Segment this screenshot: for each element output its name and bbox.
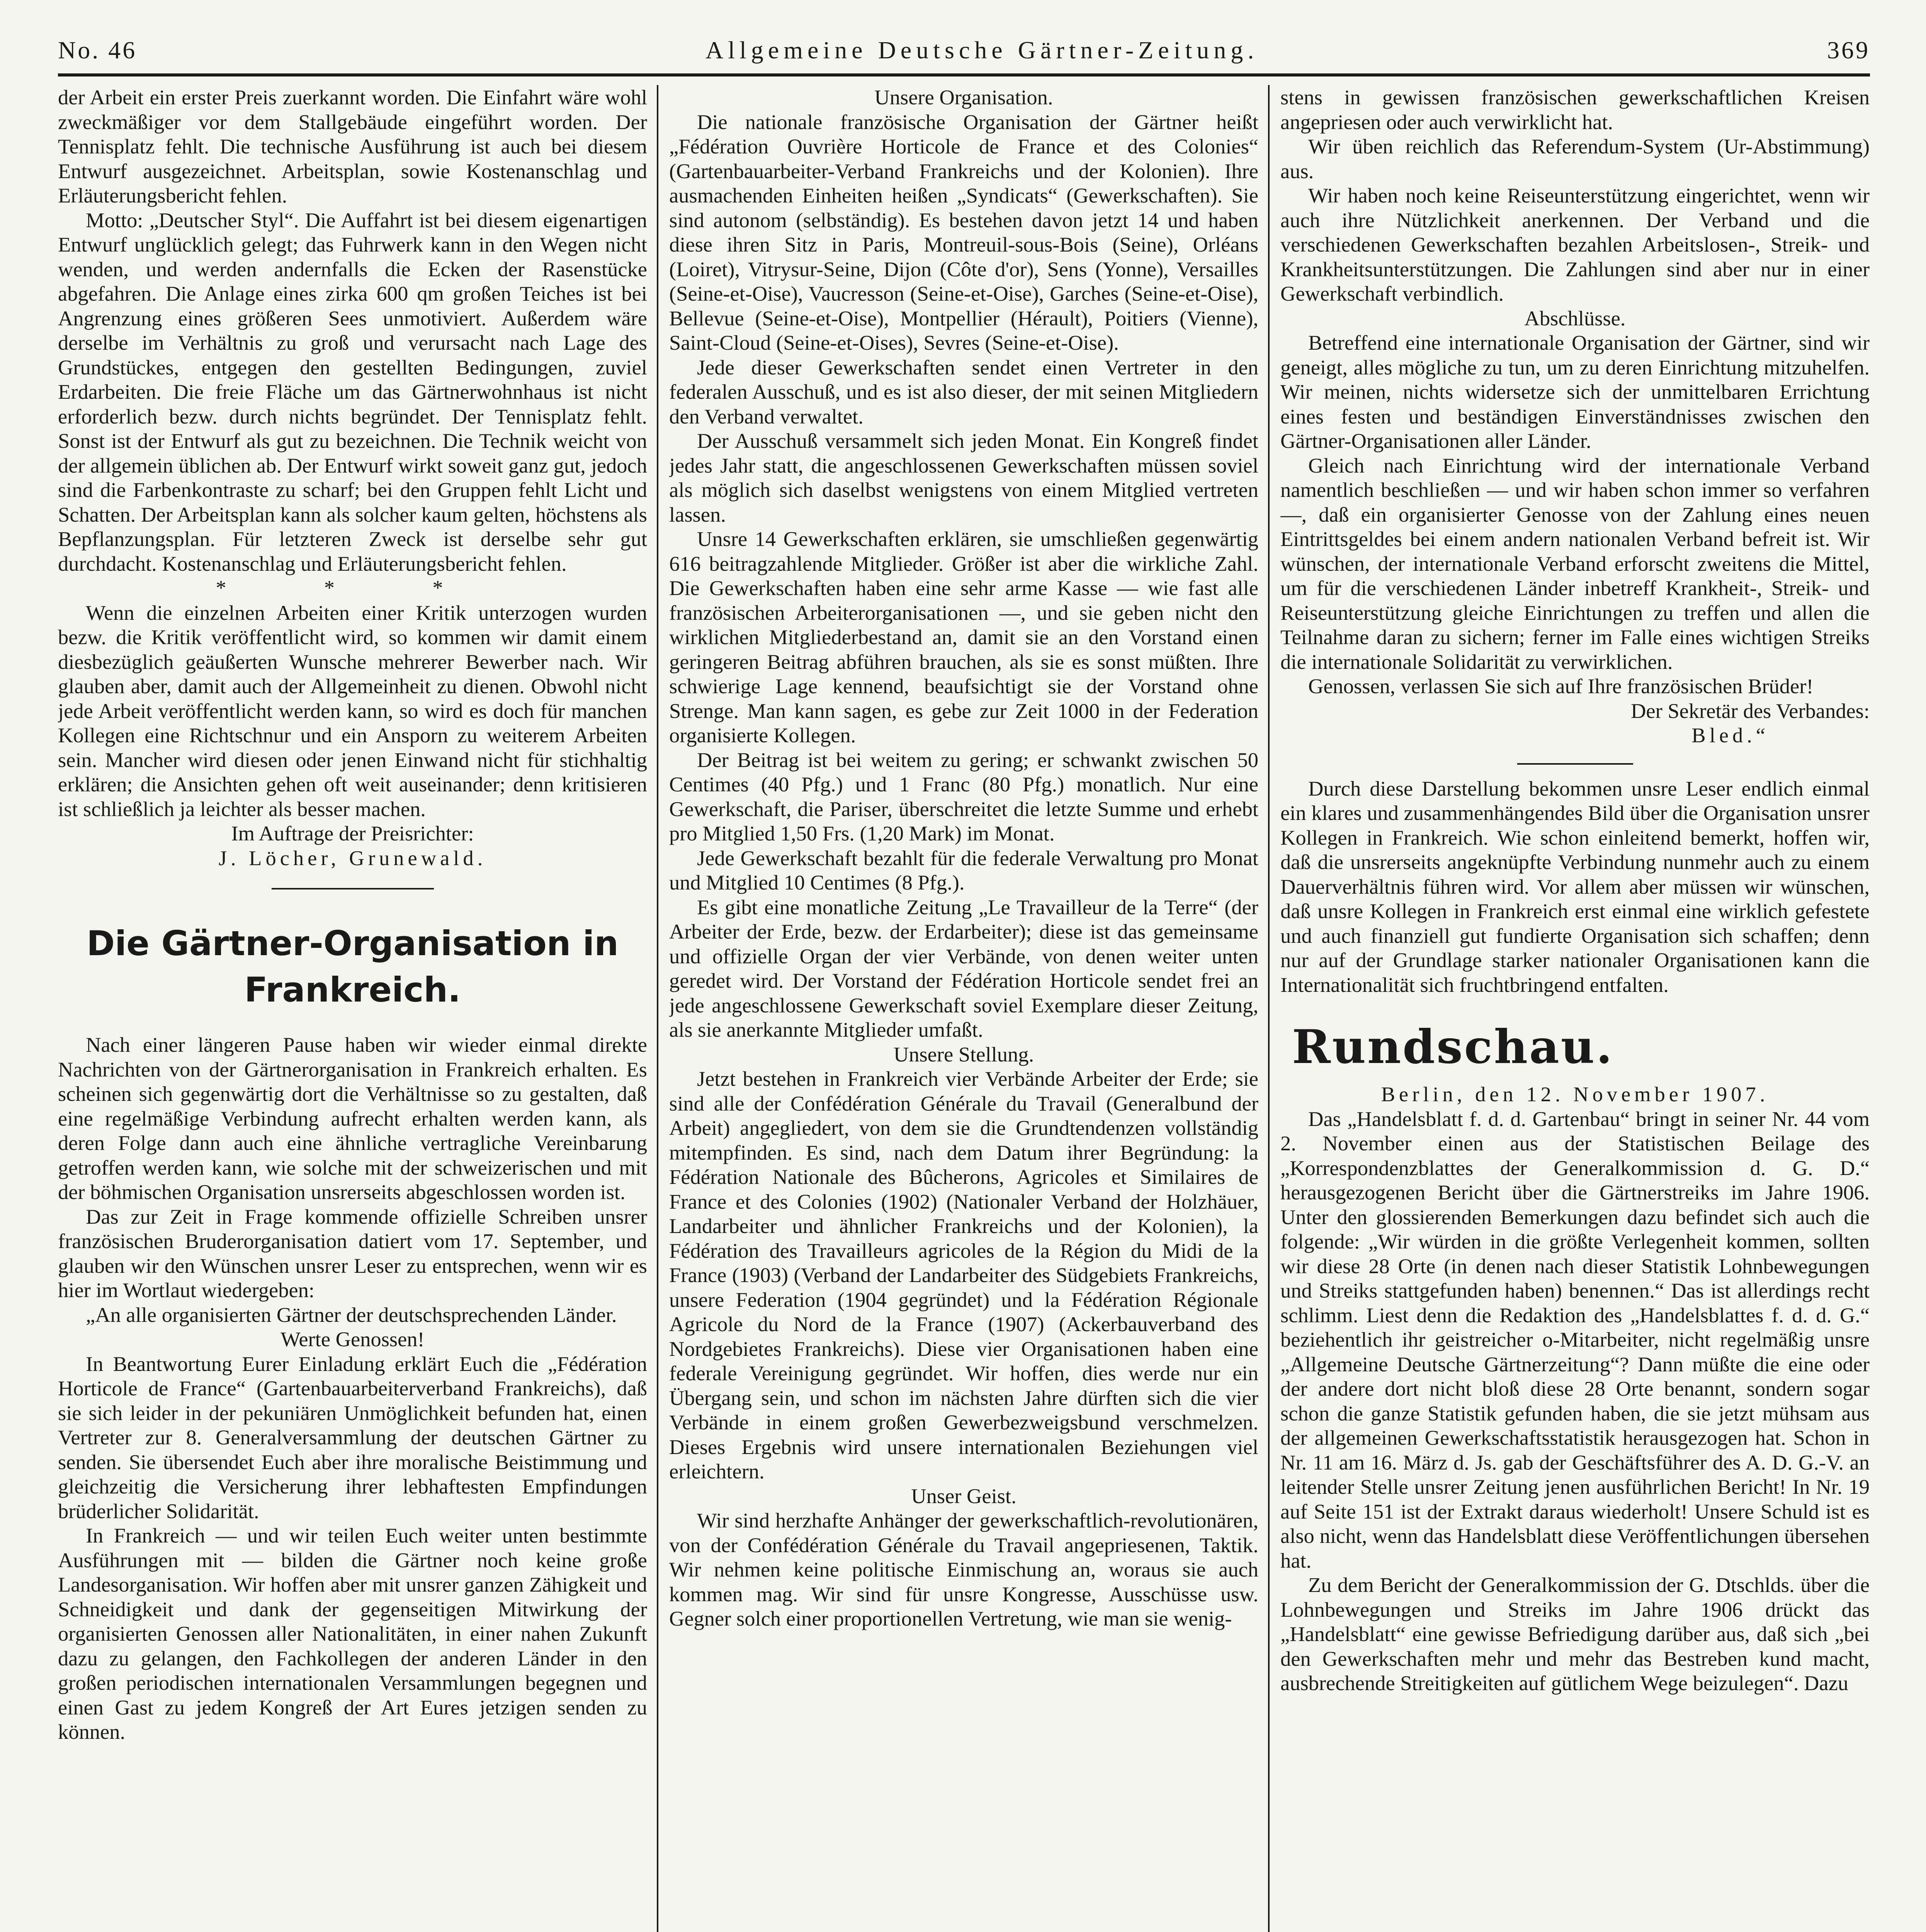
page-number: 369 — [1827, 36, 1870, 64]
article-heading: Die Gärtner-Organisation in Frankreich. — [87, 923, 619, 1010]
newspaper-title: Allgemeine Deutsche Gärtner-Zeitung. — [705, 36, 1259, 64]
paragraph: In Beantwortung Eurer Einladung erklärt Euch die „Fédération Horticole de France“ (Gartenbauarbeiterverband Frankreichs), daß sie sich leider in der pekuniären Unmöglichkeit befunden hat, einen Vertreter zur 8. Generalversammlung der deutschen Gärtner zu senden. Sie übersendet Euch aber ihre moralische Beistimmung und gleichzeitig die Versicherung ihrer lebhaftesten Empfindungen brüderlicher Solidarität. — [58, 1352, 647, 1523]
article-columns — [58, 85, 1870, 1932]
section-heading: Rundschau. — [1292, 1020, 1614, 1074]
signature-line: Der Sekretär des Verbandes: — [1631, 699, 1870, 723]
paragraph: Wir sind herzhafte Anhänger der gewerkschaftlich-revolutionären, von der Confédération Générale du Travail angepriesenen, Taktik. Wir nehmen keine politische Einmischung an, woraus sie auch kommen mag. Wir sind für unsre Kongresse, Ausschüsse usw. Gegner solch einer proportionellen Vertretung, wie man sie wenig- — [669, 1509, 1258, 1630]
subheading: Unsere Stellung. — [893, 1042, 1034, 1066]
paragraph: Gleich nach Einrichtung wird der internationale Verband namentlich beschließen — und wir haben schon immer so verfahren —, daß ein organisierter Genosse von der Zahlung eines neuen Eintrittsgeldes bei einem andern nationalen Verband befreit ist. Wir wünschen, der internationale Verband erforscht zweitens die Mittel, um für die verschiedenen Länder inbetreff Krankheit-, Streik- und Reiseunterstützung gleiche Einrichtungen zu treffen und allen die Teilnahme daran zu sichern; ferner im Falle eines wichtigen Streiks die internationale Solidarität zu verwirklichen. — [1280, 453, 1870, 673]
column-2 — [669, 85, 1258, 1932]
divider — [272, 888, 434, 889]
paragraph: Durch diese Darstellung bekommen unsre Leser endlich einmal ein klares und zusammenhängendes Bild über die Organisation unsrer Kollegen in Frankreich. Wie schon einleitend bemerkt, hoffen wir, daß die unsrerseits angeknüpfte Verbindung nunmehr auch zu einem Dauerverhältnis führen wird. Vor allem aber müssen wir wünschen, daß unsre Kollegen in Frankreich erst einmal eine wirklich gefestete und auch finanziell gut fundierte Organisation sich schaffen; denn nur auf der Grundlage starker nationaler Organisationen kann die Internationalität sich fruchtbringend entfalten. — [1280, 776, 1870, 997]
paragraph: Es gibt eine monatliche Zeitung „Le Travailleur de la Terre“ (der Arbeiter der Erde, bezw. der Erdarbeiter); diese ist das gemeinsame und offizielle Organ der vier Verbände, von denen weiter unten geredet wird. Der Vorstand der Fédération Horticole sendet frei an jede angeschlossene Gewerkschaft soviel Exemplare dieser Zeitung, als sie anerkannte Mitglieder umfaßt. — [669, 895, 1258, 1041]
paragraph: Die nationale französische Organisation der Gärtner heißt „Fédération Ouvrière Horticole de France et des Colonies“ (Gartenbauarbeiter-Verband Frankreichs und der Kolonien). Ihre ausmachenden Einheiten heißen „Syndicats“ (Gewerkschaften). Sie sind autonom (selbständig). Es bestehen davon jetzt 14 und haben diese ihren Sitz in Paris, Montreuil-sous-Bois (Seine), Orléans (Loiret), Vitrysur-Seine, Dijon (Côte d'or), Sens (Yonne), Versailles (Seine-et-Oise), Vaucresson (Seine-et-Oise), Garches (Seine-et-Oise), Bellevue (Seine-et-Oise), Montpellier (Hérault), Poitiers (Vienne), Saint-Cloud (Seine-et-Oises), Sevres (Seine-et-Oise). — [669, 110, 1258, 354]
paragraph: Der Beitrag ist bei weitem zu gering; er schwankt zwischen 50 Centimes (40 Pfg.) und 1 Franc (80 Pfg.) monatlich. Nur eine Gewerkschaft, die Pariser, überschreitet die letzte Summe und erhebt pro Mitglied 1,50 Frs. (1,20 Mark) im Monat. — [669, 748, 1258, 845]
dateline: Berlin, den 12. November 1907. — [1381, 1082, 1769, 1106]
paragraph: Betreffend eine internationale Organisation der Gärtner, sind wir geneigt, alles mögliche zu tun, um zu deren Einrichtung mitzuhelfen. Wir meinen, nichts widersetze sich der unmittelbaren Errichtung eines festen und beständigen Einverständnisses zwischen den Gärtner-Organisationen aller Länder. — [1280, 331, 1870, 452]
paragraph: Unsre 14 Gewerkschaften erklären, sie umschließen gegenwärtig 616 beitragzahlende Mitglieder. Größer ist aber die wirkliche Zahl. Die Gewerkschaften haben eine sehr arme Kasse — wie fast alle französischen Arbeiterorganisationen —, und sie geben nicht den wirklichen Mitgliederbestand an, damit sie an den Vorstand einen geringeren Beitrag abführen brauchen, als sie es sonst müßten. Ihre schwierige Lage kennend, beaufsichtigt sie der Vorstand ohne Strenge. Man kann sagen, es gebe zur Zeit 1000 in der Federation organisierte Kollegen. — [669, 527, 1258, 747]
paragraph: Genossen, verlassen Sie sich auf Ihre französischen Brüder! — [1308, 674, 1814, 698]
paragraph: Der Ausschuß versammelt sich jeden Monat. Ein Kongreß findet jedes Jahr statt, die angeschlossenen Gewerkschaften müssen soviel als möglich sich daselbst wenigstens von einem Mitglied vertreten lassen. — [669, 429, 1258, 526]
paragraph: Das zur Zeit in Frage kommende offizielle Schreiben unsrer französischen Bruderorganisation datiert vom 17. September, und glauben wir den Wünschen unsrer Leser zu entsprechen, wenn wir es hier im Wortlaut wiedergeben: — [58, 1204, 647, 1302]
paragraph: Zu dem Bericht der Generalkommission der G. Dtschlds. über die Lohnbewegungen und Streiks im Jahre 1906 drückt das „Handelsblatt“ eine gewisse Befriedigung darüber aus, daß sich „bei den Gewerkschaften mehr und mehr das Bestreben kund macht, ausbrechende Streitigkeiten auf gütlichem Wege beizulegen“. Dazu — [1280, 1573, 1870, 1695]
paragraph: In Frankreich — und wir teilen Euch weiter unten bestimmte Ausführungen mit — bilden die Gärtner noch keine große Landesorganisation. Wir hoffen aber mit unsrer ganzen Zähigkeit und Schneidigkeit und dank der gegenseitigen Mitwirkung der organisierten Genossen aller Nationalitäten, in einer nahen Zukunft dazu zu gelangen, den Fachkollegen der anderen Länder in den großen periodischen internationalen Versammlungen begegnen und einen Gast zu jedem Kongreß der Art Eures jetzigen senden zu können. — [58, 1524, 647, 1743]
paragraph: Jede dieser Gewerkschaften sendet einen Vertreter in den federalen Ausschuß, und es ist also dieser, der mit seinen Mitgliedern den Verband verwaltet. — [669, 355, 1258, 428]
subheading: Unser Geist. — [911, 1484, 1017, 1508]
issue-number: No. 46 — [58, 36, 137, 64]
letter-greeting: Werte Genossen! — [280, 1327, 425, 1351]
signature-line: Im Auftrage der Preisrichter: — [231, 821, 474, 845]
signature-name: Bled.“ — [1691, 723, 1769, 747]
column-1 — [58, 85, 647, 1932]
paragraph: stens in gewissen französischen gewerkschaftlichen Kreisen angepriesen oder auch verwirklicht hat. — [1280, 85, 1870, 134]
divider — [1517, 763, 1633, 765]
paragraph: Wir haben noch keine Reiseunterstützung eingerichtet, wenn wir auch ihre Nützlichkeit anerkennen. Der Verband und die verschiedenen Gewerkschaften bezahlen Arbeitslosen-, Streik- und Krankheitsunterstützungen. Die Zahlungen sind aber nur in einer Gewerkschaft verbindlich. — [1280, 184, 1870, 305]
paragraph: Das „Handelsblatt f. d. d. Gartenbau“ bringt in seiner Nr. 44 vom 2. November einen aus der Statistischen Beilage des „Korrespondenzblattes der Generalkommission d. G. D.“ herausgezogenen Bericht über die Gärtnerstreiks im Jahre 1906. Unter den glossierenden Bemerkungen dazu befindet sich auch die folgende: „Wir würden in die größte Verlegenheit kommen, sollten wir diese 28 Orte (in denen nach dieser Statistik Lohnbewegungen und Streiks stattgefunden haben) benennen.“ Das ist allerdings recht schlimm. Liest denn die Redaktion des „Handelsblattes f. d. d. G.“ beziehentlich ihr geistreicher o-Mitarbeiter, nicht regelmäßig unsre „Allgemeine Deutsche Gärtnerzeitung“? Dann müßte die eine oder der andere dort nicht bloß diese 28 Orte benannt, sondern sogar schon die ganze Statistik gefunden haben, die sie jetzt mühsam aus der allgemeinen Gewerkschaftsstatistik herausgezogen hat. Schon in Nr. 11 am 16. März d. Js. gab der Geschäftsführer des A. D. G.-V. an leitender Stelle unsrer Zeitung jenen ausführlichen Bericht! In Nr. 19 auf Seite 151 ist der Extrakt daraus wiederholt! Unsere Schuld ist es also nicht, wenn das Handelsblatt diese Veröffentlichungen übersehen hat. — [1280, 1107, 1870, 1572]
subheading: Unsere Organisation. — [874, 85, 1053, 109]
signature-name: J. Löcher, Grunewald. — [218, 846, 487, 870]
paragraph: Motto: „Deutscher Styl“. Die Auffahrt ist bei diesem eigenartigen Entwurf unglücklich gelegt; das Fuhrwerk kann in den Wegen nicht wenden, und werden andernfalls die Ecken der Rasenstücke abgefahren. Die Anlage eines zirka 600 qm großen Teiches ist bei Angrenzung eines größeren Sees unmotiviert. Außerdem wäre derselbe im Verhältnis zu groß und verursacht nach Lage des Grundstückes, entgegen den gestellten Bedingungen, zuviel Erdarbeiten. Die freie Fläche um das Gärtnerwohnhaus ist nicht erforderlich bezw. durch nichts begründet. Der Tennisplatz fehlt. Sonst ist der Entwurf als gut zu bezeichnen. Die Technik weicht von der allgemein üblichen ab. Der Entwurf wirkt soweit ganz gut, jedoch sind die Farbenkontraste zu scharf; bei den Gruppen fehlt Licht und Schatten. Der Arbeitsplan kann als solcher kaum gelten, höchstens als Bepflanzungsplan. Für letzteren Zweck ist derselbe sehr gut durchdacht. Kostenanschlag und Erläuterungsbericht fehlen. — [58, 208, 647, 575]
section-separator: * * * — [216, 576, 490, 599]
paragraph: Jede Gewerkschaft bezahlt für die federale Verwaltung pro Monat und Mitglied 10 Centimes (8 Pfg.). — [669, 846, 1258, 894]
subheading: Abschlüsse. — [1524, 306, 1626, 330]
paragraph: Wenn die einzelnen Arbeiten einer Kritik unterzogen wurden bezw. die Kritik veröffentlicht wird, so kommen wir damit einem diesbezüglich geäußerten Wunsche mehrerer Bewerber nach. Wir glauben aber, damit auch der Allgemeinheit zu dienen. Obwohl nicht jede Arbeit veröffentlicht werden kann, so wird es doch für manchen Kollegen eine Richtschnur und ein Ansporn zu weiterem Arbeiten sein. Mancher wird diesen oder jenen Einwand nicht für stichhaltig erklären; die Ansichten gehen oft weit auseinander; denn kritisieren ist schließlich ja leichter als besser machen. — [58, 600, 647, 821]
paragraph: Jetzt bestehen in Frankreich vier Verbände Arbeiter der Erde; sie sind alle der Confédération Générale du Travail (Generalbund der Arbeit) angegliedert, von dem sie die Grundtendenzen vollständig mitempfinden. Es sind, nach dem Datum ihrer Begründung: la Fédération Nationale des Bûcherons, Agricoles et Similaires de France et des Colonies (1902) (Nationaler Verband der Holzhäuer, Landarbeiter und ähnlicher Frankreichs und der Kolonien), la Fédération des Travailleurs agricoles de la Région du Midi de la France (1903) (Verband der Landarbeiter des Südgebiets Frankreichs, unsere Federation (1904 gegründet) und la Fédération Régionale Agricole du Nord de la France (1907) (Ackerbauverband des Nordgebietes Frankreichs). Diese vier Organisationen haben eine federale Vereinigung gegründet. Wir hoffen, dies werde nur ein Übergang sein, und schon im nächsten Jahre dürften sich die vier Verbände in einem großen Gewerbezweigsbund verschmelzen. Dieses Ergebnis wird unsere internationalen Beziehungen viel erleichtern. — [669, 1067, 1258, 1483]
paragraph: „An alle organisierten Gärtner der deutschsprechenden Länder. — [86, 1303, 617, 1327]
paragraph: Wir üben reichlich das Referendum-System (Ur-Abstimmung) aus. — [1280, 134, 1870, 183]
paragraph: der Arbeit ein erster Preis zuerkannt worden. Die Einfahrt wäre wohl zweckmäßiger vor dem Stallgebäude eingeführt worden. Der Tennisplatz fehlt. Die technische Ausführung ist auch bei diesem Entwurf ausgezeichnet. Arbeitsplan, sowie Kostenanschlag und Erläuterungsbericht fehlen. — [58, 85, 647, 207]
page-header — [58, 27, 1870, 77]
column-3 — [1280, 85, 1870, 1932]
paragraph: Nach einer längeren Pause haben wir wieder einmal direkte Nachrichten von der Gärtnerorganisation in Frankreich erhalten. Es scheinen sich gegenwärtig dort die Verhältnisse so zu gestalten, daß eine regelmäßige Verbindung aufrecht erhalten werden kann, als deren Folge dann auch eine ähnliche vertragliche Vereinbarung getroffen werden kann, wie solche mit der schweizerischen und mit der böhmischen Organisation unsrerseits abgeschlossen worden ist. — [58, 1033, 647, 1204]
